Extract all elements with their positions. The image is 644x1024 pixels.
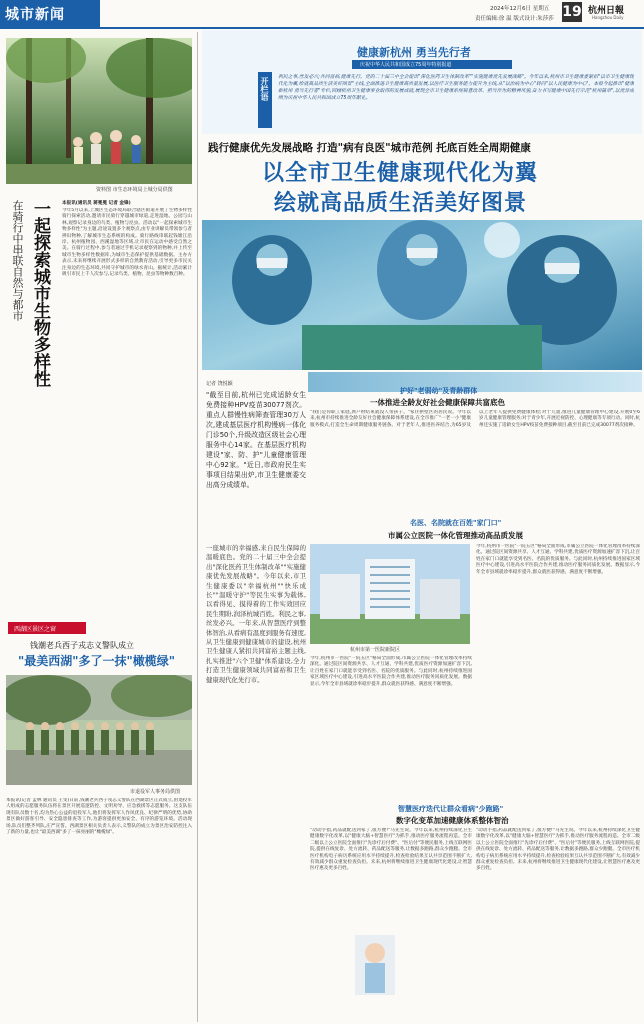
sub1-title: 一体推进全龄友好社会健康保障共富底色 bbox=[370, 398, 505, 407]
page-header bbox=[0, 0, 644, 27]
paper-name: 杭州日報 bbox=[588, 6, 625, 16]
main-kicker: 践行健康优先发展战略 打造"病有良医"城市范例 托底百姓全周期健康 bbox=[208, 142, 531, 154]
section-title: 城市新闻 bbox=[5, 7, 65, 23]
main-headline-1: 以全市卫生健康现代化为翼 bbox=[262, 160, 539, 186]
left-headline: 一起探索城市生物多样性 bbox=[30, 200, 50, 387]
sub3-title: 数字化变革加速健康体系整体智治 bbox=[396, 816, 509, 825]
lead-highlight: "截至目前,杭州已完成适龄女生免费接种HPV疫苗30077剂次。重点人群慢性病筛查管理30万人次,建成基层医疗机构慢病一体化门诊50个,升级改造区级社会心理服务中心14家。在基层医疗机构建设"家、防、护"儿童健康管理中心92家。"近日,市政府民生实事项目结果出炉,市卫生健康委交出高分成绩单。 bbox=[206, 391, 306, 489]
sub1-title-top: 护好"老弱幼"及青龄群体 bbox=[400, 387, 478, 395]
second-headline-top: 钱潮老兵西子戎志义警队成立 bbox=[30, 641, 134, 650]
second-headline-main: "最美西湖"多了一抹"橄榄绿" bbox=[18, 654, 176, 668]
surgery-photo bbox=[202, 220, 642, 370]
reporter-byline: 记者 饶悦颖 bbox=[206, 381, 233, 387]
column-divider bbox=[197, 32, 198, 1022]
left-body: 今年5月以来,上城区生态环境局联合辖区街道开展了生物多样性骑行探索活动,邀请市民骑行穿越城市绿道,走进湿地、公园与山林,观察记录身边的鸟类、植物与昆虫。活动以"一起探索城市生物多样性"为主题,沿途设置多个观察点,由专业讲解员带领参与者辨识物种,了解城市生态系统的构成。骑行路线串联起钱塘江沿岸、杭州植物园、西溪湿地等区域,让市民在运动中感受自然之美。在骑行过程中,参与者通过手机记录观察到的物种,并上传至城市生物多样性数据库,为城市生态保护提供基础数据。主办方表示,未来将继续开展形式多样的自然教育活动,引导更多市民关注身边的生态环境,共同守护城市的绿水青山。据统计,活动累计吸引市民上千人次参与,记录鸟类、植物、昆虫等物种数百种。 bbox=[62, 208, 192, 278]
header-editors: 责任编辑:徐 温 版式设计:朱莎莎 bbox=[475, 16, 554, 22]
left-byline: 本报讯(通讯员 蒋冕冕 记者 金锋) bbox=[62, 201, 131, 206]
banner-subtitle: 庆祝中华人民共和国成立75周年特别报道 bbox=[360, 62, 452, 68]
left-subhead: 在骑行中串联自然与都市 bbox=[11, 200, 24, 321]
header-date: 2024年12月6日 星期五 bbox=[490, 6, 550, 12]
side-label: 开栏语 bbox=[260, 77, 269, 101]
column-banner bbox=[202, 30, 642, 134]
side-label-box bbox=[258, 72, 272, 128]
left-story-photo bbox=[6, 38, 192, 184]
paper-sub: Hangzhou Daily bbox=[592, 15, 624, 20]
badge-label: 西湖区景区之窗 bbox=[14, 626, 57, 633]
sub2-body: 今年,杭州市一医院"一院五区"格局全面形成,市属公立医院一体化管理改革持续深化。通过院区间资源共享、人才互通、学科共建,优质医疗资源加速扩容下沉,让百姓在家门口就能享受到名医、名院的优质服务。与此同时,杭州持续推进国家区域医疗中心建设,引进高水平医院合作共建,推动医疗服务同质化发展。数据显示,今年全市县域就诊率稳步提升,群众就医获得感、满意度不断增强。 bbox=[476, 544, 640, 575]
sub2-body-left: 今年,杭州市一医院"一院五区"格局全面形成,市属公立医院一体化管理改革持续深化。通过院区间资源共享、人才互通、学科共建,优质医疗资源加速扩容下沉,让百姓在家门口就能享受到名医、名院的优质服务。与此同时,杭州持续推进国家区域医疗中心建设,引进高水平医院合作共建,推动医疗服务同质化发展。数据显示,今年全市县域就诊率稳步提升,群众就医获得感、满意度不断增强。 bbox=[310, 656, 472, 687]
forest-photo bbox=[6, 38, 192, 184]
banner-ribbon bbox=[352, 60, 512, 69]
second-photo-caption: 市退役军人事务局供图 bbox=[130, 789, 181, 795]
banner-title: 健康新杭州 勇当先行者 bbox=[357, 46, 471, 59]
veterans-photo-svg bbox=[6, 675, 192, 785]
main-headline-2: 绘就高品质生活美好图景 bbox=[274, 190, 528, 216]
sub2-title: 市属公立医院一体化管理推动高品质发展 bbox=[388, 531, 523, 540]
sub3-title-top: 智慧医疗迭代让群众看病"少跑路" bbox=[398, 805, 504, 813]
hospital-photo-svg bbox=[310, 544, 470, 644]
main-col2: 一座城市的幸福感,来自民生保障的温暖底色。党的二十届三中全会提出"深化医药卫生体制改革""实施健康优先发展战略"。今年以来,市卫生健康委以"幸福杭州""快乐成长""温暖守护"等民生实事为载体,以看得见、摸得着的工作实效回应民生期盼,润泽杭城百姓。利民之事,丝发必兴。一年来,从智慧医疗到整体智治,从看病有温度到服务有速度,从卫生健康到健康城市的建设,杭州卫生健康人紧扣共同富裕主题主线,扎实推进"六个卫健"体系建设,全力打造卫生健康领域共同富裕和卫生健康现代化先行市。 bbox=[206, 544, 306, 684]
baby-photo bbox=[355, 935, 395, 995]
left-photo-caption: 资料图 市生态环境局上城分局供图 bbox=[96, 187, 173, 193]
header-rule bbox=[0, 27, 644, 29]
sub3-body: "动动手指,药品就配送到家了,很方便!"马先生说。今年以来,杭州持续深化卫生健康数字化改革,以"健康大脑+智慧医疗"为抓手,推动医疗服务流程再造。全市二级以上公立医院全面推行"先诊疗后付费"、"医后付"等便民服务,上线互联网医院,提供在线复诊、处方流转、药品配送等服务,让数据多跑路,群众少跑腿。全市医疗机构电子病历系统应用水平持续提升,检查检验结果互认共享范围不断扩大,有效减少群众重复检查负担。未来,杭州将继续推进卫生健康现代化建设,让智慧医疗惠及更多百姓。 bbox=[310, 828, 472, 872]
hospital-caption: 杭州市第一医院新院区 bbox=[350, 647, 401, 653]
hospital-photo bbox=[310, 544, 470, 644]
page-number: 19 bbox=[562, 4, 582, 20]
second-body: 本报讯(记者 孟林 通讯员 王雯)日前,钱潮老兵西子戎志义警队在西湖景区正式成立,由退役军人组成的志愿服务队伍将在景区开展巡逻防控、文明劝导、应急救援等志愿服务。这支队伍现有队员数十名,均为热心公益的退役军人,他们将发挥军人作风优良、纪律严明的优势,协助景区做好游客引导、安全隐患排查等工作,为游客提供更加安全、有序的游览环境。活动现场,队员们整齐列队,庄严宣誓。西湖景区相关负责人表示,义警队的成立为景区治安防控注入了新的力量,也让"最美西湖"多了一抹亮丽的"橄榄绿"。 bbox=[6, 798, 192, 836]
banner-intro: 利民之事,丝发必兴;共同富裕,健康先行。党的二十届三中全会提出"深化医药卫生体制改革""实施健康优先发展战略"。今年以来,杭州市卫生健康委紧扣"以市卫生健康现代化为翼,绘就高品质生活美好图景"主线,全面推进卫生健康高质量发展,以医疗卫生服务能力提升为主线,从"以治病为中心"转向"以人民健康为中心"。本报今起推出"健康新杭州 勇当先行者"专栏,回顾杭州卫生健康事业取得的发展成就,展现全市卫生健康系统锐意改革、担当作为的精神风貌,奋力书写健康中国先行示范"杭州篇章",以优异成绩为庆祝中华人民共和国成立75周年献礼。 bbox=[278, 75, 634, 101]
sub2-title-top: 名医、名院就在百姓"家门口" bbox=[410, 519, 502, 527]
sub3-body-right: "动动手指,药品就配送到家了,很方便!"马先生说。今年以来,杭州持续深化卫生健康数字化改革,以"健康大脑+智慧医疗"为抓手,推动医疗服务流程再造。全市二级以上公立医院全面推行"先诊疗后付费"、"医后付"等便民服务,上线互联网医院,提供在线复诊、处方流转、药品配送等服务,让数据多跑路,群众少跑腿。全市医疗机构电子病历系统应用水平持续提升,检查检验结果互认共享范围不断扩大,有效减少群众重复检查负担。未来,杭州将继续推进卫生健康现代化建设,让智慧医疗惠及更多百姓。 bbox=[476, 828, 640, 872]
surgery-photo-svg bbox=[202, 220, 642, 370]
baby-photo-svg bbox=[355, 935, 395, 995]
west-lake-badge bbox=[8, 622, 86, 634]
veterans-photo bbox=[6, 675, 192, 785]
sub1-body: "我们是你职工家庭,典户财结束就没人带孩子。"家住拱墅区的居民说。今年以来,杭州市持续推进全龄友好社会健康保障体系建设,在全市推广"一老一小"健康服务模式,打造全生命周期健康服务链条。对于老年人,推进医养结合,为65岁及以上老年人提供免费健康体检;对于儿童,推进儿童健康管理中心建设,开展0至6岁儿童健康管理服务;对于青少年,开展近视防控、心理健康等专项行动。同时,杭州还实施了适龄女生HPV疫苗免费接种项目,截至目前已完成30077剂次接种。 bbox=[310, 410, 640, 428]
